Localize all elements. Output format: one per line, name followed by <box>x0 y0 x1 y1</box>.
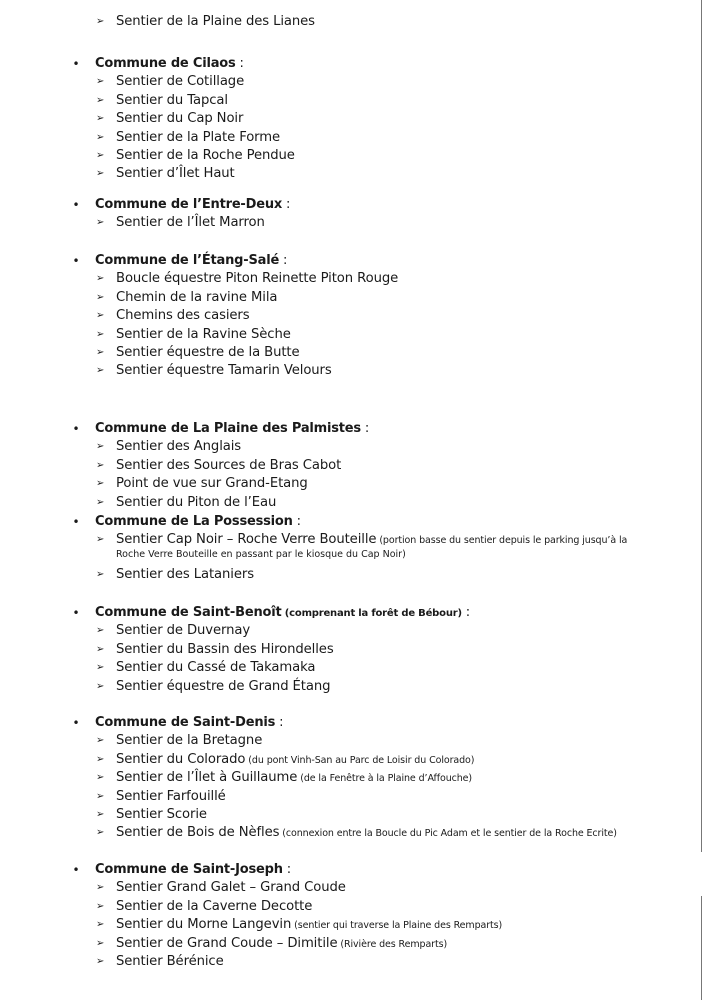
item-note: (de la Fenêtre à la Plaine d’Affouche) <box>297 773 473 785</box>
arrow-bullet-icon: ➢ <box>96 441 105 453</box>
commune-heading <box>95 196 290 214</box>
item-name: Sentier de la Caverne Decotte <box>116 898 313 914</box>
arrow-bullet-icon: ➢ <box>96 625 105 637</box>
arrow-bullet-icon: ➢ <box>96 16 105 27</box>
arrow-bullet-icon: ➢ <box>96 790 105 802</box>
item-label <box>116 13 315 32</box>
arrow-bullet-icon: ➢ <box>96 643 105 655</box>
item-label <box>116 475 308 494</box>
item-note: (du pont Vinh-San au Parc de Loisir du Colorado) <box>245 754 475 766</box>
item-name: Sentier de l’Îlet à Guillaume <box>116 770 298 786</box>
item-name: Sentier de la Roche Pendue <box>116 148 295 163</box>
arrow-bullet-icon: ➢ <box>96 273 105 285</box>
commune-title: Commune de La Possession <box>95 514 293 529</box>
arrow-bullet-icon: ➢ <box>96 900 105 912</box>
arrow-bullet-icon: ➢ <box>96 113 105 125</box>
margin-line <box>701 0 702 852</box>
commune-title: Commune de Saint-Denis <box>95 715 276 730</box>
item-name: Boucle équestre Piton Reinette Piton Rouge <box>116 271 399 287</box>
arrow-bullet-icon: ➢ <box>96 478 105 490</box>
item-name: Sentier des Anglais <box>116 439 242 455</box>
arrow-bullet-icon: ➢ <box>96 168 105 180</box>
item-label <box>116 678 330 697</box>
item-note-continuation: Roche Verre Bouteille en passant par le kiosque du Cap Noir) <box>116 549 406 561</box>
item-name: Sentier de Duvernay <box>116 623 251 639</box>
item-name: Sentier Farfouillé <box>116 788 226 804</box>
item-label <box>116 824 617 844</box>
item-name: Sentier Grand Galet – Grand Coude <box>116 880 346 896</box>
commune-heading <box>95 252 287 270</box>
item-label <box>116 935 447 955</box>
item-label <box>116 326 291 345</box>
commune-heading <box>95 513 301 531</box>
arrow-bullet-icon: ➢ <box>96 827 105 839</box>
item-name: Sentier d’Îlet Haut <box>116 166 235 182</box>
item-label <box>116 806 207 825</box>
item-name: Sentier du Cassé de Takamaka <box>116 660 316 676</box>
item-label <box>116 92 228 111</box>
item-name: Sentier de l’Îlet Marron <box>116 215 265 231</box>
margin-line <box>701 896 702 1000</box>
bullet-icon: • <box>72 606 80 620</box>
item-label <box>116 73 244 92</box>
heading-colon: : <box>292 514 301 529</box>
item-name: Sentier du Colorado <box>116 751 246 767</box>
item-label <box>116 362 332 381</box>
item-label <box>116 307 250 326</box>
arrow-bullet-icon: ➢ <box>96 347 105 358</box>
arrow-bullet-icon: ➢ <box>96 956 105 967</box>
arrow-bullet-icon: ➢ <box>96 919 105 931</box>
item-label <box>116 289 277 308</box>
item-label <box>116 622 250 641</box>
item-label <box>116 165 235 184</box>
heading-colon: : <box>279 253 288 268</box>
commune-heading <box>95 714 283 732</box>
item-name: Chemin de la ravine Mila <box>116 289 278 305</box>
item-name: Sentier Cap Noir – Roche Verre Bouteille <box>116 532 377 548</box>
item-label <box>116 916 502 936</box>
item-name: Sentier des Sources de Bras Cabot <box>116 457 342 473</box>
commune-title: Commune de Saint-Benoît <box>95 605 282 620</box>
commune-title: Commune de l’Étang-Salé <box>95 253 280 268</box>
item-name: Sentier équestre de la Butte <box>116 345 300 360</box>
bullet-icon: • <box>72 863 80 877</box>
item-label <box>116 270 398 289</box>
arrow-bullet-icon: ➢ <box>96 662 105 674</box>
bullet-icon: • <box>72 198 80 212</box>
heading-colon: : <box>282 197 291 212</box>
bullet-icon: • <box>72 254 80 268</box>
commune-title: Commune de l’Entre-Deux <box>95 197 283 212</box>
item-label <box>116 214 265 233</box>
commune-title: Commune de La Plaine des Palmistes <box>95 421 361 436</box>
bullet-icon: • <box>72 422 80 436</box>
arrow-bullet-icon: ➢ <box>96 217 105 229</box>
arrow-bullet-icon: ➢ <box>96 328 105 340</box>
item-name: Sentier de la Ravine Sèche <box>116 326 291 342</box>
item-label <box>116 438 241 457</box>
item-name: Sentier de Grand Coude – Dimitile <box>116 935 338 951</box>
item-label <box>116 788 226 807</box>
arrow-bullet-icon: ➢ <box>96 94 105 106</box>
item-name: Sentier des Lataniers <box>116 566 254 582</box>
item-name: Sentier du Cap Noir <box>116 111 244 127</box>
item-name: Sentier du Bassin des Hirondelles <box>116 641 334 657</box>
item-label <box>116 898 312 917</box>
arrow-bullet-icon: ➢ <box>96 76 105 88</box>
item-name: Sentier équestre de Grand Étang <box>116 678 331 694</box>
commune-title-note: (comprenant la forêt de Bébour) <box>281 608 462 619</box>
item-label <box>116 566 254 585</box>
commune-heading <box>95 861 291 879</box>
item-label <box>116 732 262 751</box>
bullet-icon: • <box>72 57 80 71</box>
item-name: Sentier de la Plate Forme <box>116 129 281 145</box>
item-note: (sentier qui traverse la Plaine des Remparts) <box>291 920 503 932</box>
item-note: (Rivière des Remparts) <box>337 938 448 950</box>
arrow-bullet-icon: ➢ <box>96 735 105 747</box>
item-name: Sentier du Piton de l’Eau <box>116 494 277 510</box>
item-label <box>116 659 315 678</box>
item-label <box>116 110 243 129</box>
item-label <box>116 457 341 476</box>
arrow-bullet-icon: ➢ <box>96 131 105 143</box>
item-name: Sentier du Morne Langevin <box>116 917 292 933</box>
arrow-bullet-icon: ➢ <box>96 809 105 820</box>
heading-colon: : <box>360 421 370 436</box>
bullet-icon: • <box>72 716 80 730</box>
item-note: (connexion entre la Boucle du Pic Adam et le sentier de la Roche Ecrite) <box>279 828 617 840</box>
commune-heading <box>95 420 369 438</box>
item-name: Chemins des casiers <box>116 308 250 324</box>
item-label <box>116 147 295 166</box>
arrow-bullet-icon: ➢ <box>96 937 105 949</box>
item-name: Sentier Bérénice <box>116 954 224 969</box>
item-label <box>116 344 300 363</box>
arrow-bullet-icon: ➢ <box>96 365 105 377</box>
bullet-icon: • <box>72 515 80 529</box>
item-name: Sentier de la Bretagne <box>116 733 263 749</box>
arrow-bullet-icon: ➢ <box>96 150 105 161</box>
item-label <box>116 953 224 972</box>
item-label <box>116 641 334 660</box>
arrow-bullet-icon: ➢ <box>96 882 105 894</box>
commune-title: Commune de Saint-Joseph <box>95 862 283 877</box>
commune-heading <box>95 604 470 622</box>
item-label <box>116 129 280 148</box>
arrow-bullet-icon: ➢ <box>96 534 105 546</box>
arrow-bullet-icon: ➢ <box>96 496 105 508</box>
arrow-bullet-icon: ➢ <box>96 310 105 322</box>
item-name: Sentier du Tapcal <box>116 92 228 108</box>
commune-heading <box>95 55 244 73</box>
arrow-bullet-icon: ➢ <box>96 680 105 692</box>
commune-title: Commune de Cilaos <box>95 56 236 71</box>
item-label <box>116 769 472 789</box>
item-name: Sentier de Cotillage <box>116 74 245 90</box>
arrow-bullet-icon: ➢ <box>96 753 105 765</box>
item-label <box>116 879 346 898</box>
heading-colon: : <box>275 715 284 730</box>
heading-colon: : <box>282 862 291 877</box>
heading-colon: : <box>461 605 470 620</box>
item-name: Sentier de la Plaine des Lianes <box>116 14 315 29</box>
arrow-bullet-icon: ➢ <box>96 772 105 784</box>
item-name: Point de vue sur Grand-Etang <box>116 476 308 492</box>
item-name: Sentier Scorie <box>116 807 207 822</box>
arrow-bullet-icon: ➢ <box>96 459 105 471</box>
arrow-bullet-icon: ➢ <box>96 568 105 580</box>
heading-colon: : <box>235 56 244 71</box>
item-name: Sentier de Bois de Nèfles <box>116 825 280 841</box>
item-label <box>116 751 474 771</box>
item-name: Sentier équestre Tamarin Velours <box>116 363 332 379</box>
arrow-bullet-icon: ➢ <box>96 291 105 303</box>
item-note: (portion basse du sentier depuis le parking jusqu’à la <box>376 535 628 547</box>
item-label <box>116 494 276 513</box>
